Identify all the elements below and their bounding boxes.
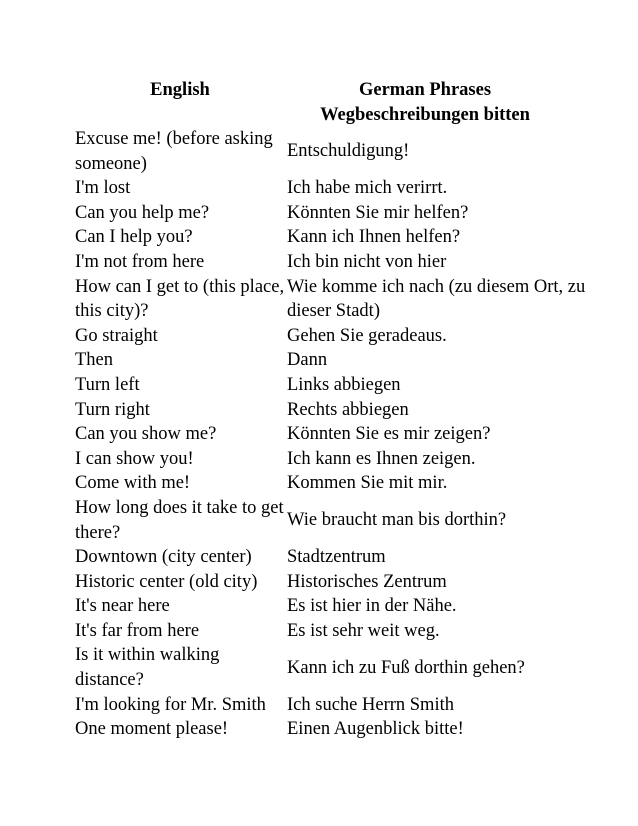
table-row: [0, 324, 638, 349]
german-phrase: Stadtzentrum: [287, 547, 386, 568]
table-row: [0, 201, 638, 226]
table-row: [0, 250, 638, 275]
english-phrase: Turn right: [75, 399, 150, 420]
german-phrase: Gehen Sie geradeaus.: [287, 325, 447, 346]
german-phrase: Ich bin nicht von hier: [287, 251, 447, 272]
german-phrase: Wie braucht man bis dorthin?: [287, 510, 507, 531]
english-phrase: I'm lost: [75, 178, 131, 199]
english-phrase: It's far from here: [75, 620, 200, 641]
table-row: [0, 348, 638, 373]
english-phrase: It's near here: [75, 596, 170, 617]
table-row: [0, 570, 638, 595]
table-row: [0, 398, 638, 423]
english-phrase: Can you help me?: [75, 202, 210, 223]
table-row: [0, 373, 638, 398]
english-phrase: One moment please!: [75, 719, 229, 740]
english-phrase: Is it within walking distance?: [75, 645, 220, 691]
table-row: [0, 176, 638, 201]
english-phrase: Historic center (old city): [75, 571, 258, 592]
table-row: [0, 594, 638, 619]
table-row: [0, 127, 638, 176]
english-phrase: Can I help you?: [75, 227, 193, 248]
table-row: [0, 545, 638, 570]
header-english: English: [150, 80, 210, 100]
german-phrase: Wie komme ich nach (zu diesem Ort, zu dieser Stadt): [287, 276, 586, 322]
german-phrase: Einen Augenblick bitte!: [287, 719, 464, 740]
table-row: [0, 275, 638, 324]
english-phrase: I can show you!: [75, 448, 194, 469]
english-phrase: Excuse me! (before asking someone): [75, 129, 273, 174]
english-phrase: Come with me!: [75, 473, 191, 494]
english-phrase: I'm looking for Mr. Smith: [75, 694, 266, 715]
german-phrase: Es ist hier in der Nähe.: [287, 596, 457, 617]
english-phrase: Go straight: [75, 325, 158, 346]
table-row: [0, 225, 638, 250]
table-row: [0, 717, 638, 742]
english-phrase: Turn left: [75, 374, 140, 395]
german-phrase: Ich suche Herrn Smith: [287, 694, 454, 715]
table-row: [0, 471, 638, 496]
german-phrase: Ich kann es Ihnen zeigen.: [287, 448, 476, 469]
english-phrase: Downtown (city center): [75, 547, 252, 568]
german-phrase: Rechts abbiegen: [287, 399, 409, 420]
table-header: [0, 78, 638, 126]
table-row: [0, 643, 638, 692]
header-german: [285, 78, 565, 127]
german-phrase: Kann ich Ihnen helfen?: [287, 227, 461, 248]
table-row: [0, 496, 638, 545]
german-phrase: Es ist sehr weit weg.: [287, 620, 440, 641]
english-phrase: How long does it take to get there?: [75, 497, 284, 543]
english-phrase: Then: [75, 350, 114, 371]
german-phrase: Kommen Sie mit mir.: [287, 473, 448, 494]
english-phrase: Can you show me?: [75, 424, 217, 445]
german-phrase: Entschuldigung!: [287, 141, 410, 162]
german-phrase: Könnten Sie es mir zeigen?: [287, 424, 491, 445]
german-phrase: Dann: [287, 350, 328, 371]
german-phrase: Kann ich zu Fuß dorthin gehen?: [287, 657, 525, 678]
table-row: [0, 422, 638, 447]
table-row: [0, 447, 638, 472]
header-german-title: German Phrases: [358, 80, 492, 100]
german-phrase: Links abbiegen: [287, 374, 401, 395]
table-row: [0, 693, 638, 718]
table-row: [0, 619, 638, 644]
header-german-subtitle: Wegbeschreibungen bitten: [320, 104, 530, 125]
english-phrase: I'm not from here: [75, 251, 205, 272]
german-phrase: Könnten Sie mir helfen?: [287, 202, 469, 223]
german-phrase: Historisches Zentrum: [287, 571, 447, 592]
german-phrase: Ich habe mich verirrt.: [287, 178, 448, 199]
phrase-table: [0, 127, 638, 742]
english-phrase: How can I get to (this place, this city)?: [75, 276, 285, 322]
